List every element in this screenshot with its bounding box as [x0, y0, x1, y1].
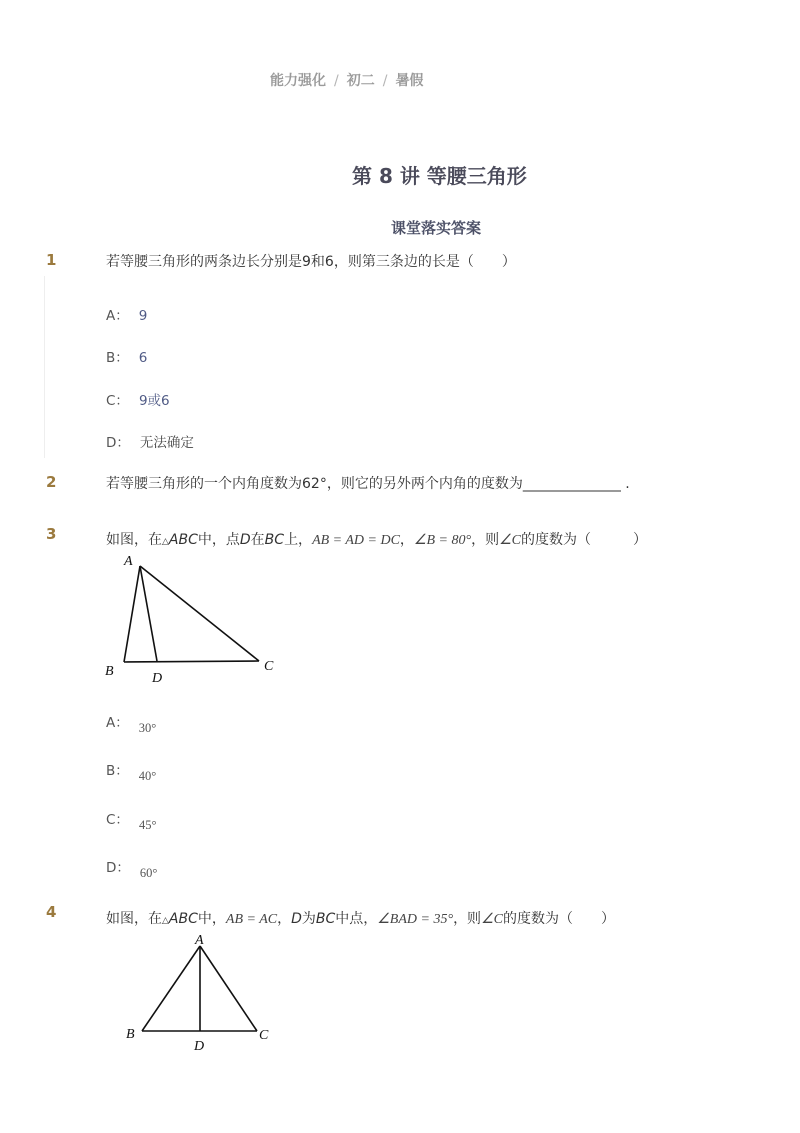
option-c[interactable]: [106, 808, 157, 832]
lecture-title: 第 8 讲 等腰三角形: [352, 164, 527, 188]
option-b[interactable]: [106, 759, 157, 783]
math-expression: AB = AD = DC: [312, 533, 400, 548]
triangle-symbol: △: [162, 916, 169, 926]
vertex-label: C: [259, 1028, 269, 1043]
option-value: 无法确定: [139, 435, 194, 451]
breadcrumb-item: 暑假: [395, 73, 424, 89]
option-label: A：: [106, 715, 129, 731]
text-segment: BC: [315, 911, 336, 927]
math-expression: AB = AC: [225, 912, 278, 927]
option-d[interactable]: [106, 431, 194, 451]
vertex-label: A: [195, 933, 204, 948]
question-text: 若等腰三角形的一个内角度数为62°，则它的另外两个内角的度数为______________ .: [106, 476, 630, 492]
option-c[interactable]: [106, 389, 170, 409]
question-number: 2: [46, 473, 57, 491]
option-d[interactable]: [106, 856, 158, 880]
option-label: C：: [106, 812, 129, 828]
math-expression: ∠C: [499, 533, 521, 548]
breadcrumb-item: 初二: [346, 73, 375, 89]
segment-ac: [140, 566, 259, 661]
text-segment: D: [291, 911, 302, 927]
breadcrumb-item: 能力强化: [270, 73, 326, 89]
question-number: 4: [46, 903, 57, 921]
vertex-label: D: [194, 1039, 205, 1054]
option-label: B：: [106, 763, 129, 779]
option-value: 6: [138, 350, 148, 366]
vertex-label: C: [264, 659, 274, 674]
text-segment: 在: [250, 532, 265, 548]
text-segment: 的度数为（ ）: [520, 532, 647, 548]
text-segment: ABC: [168, 532, 198, 548]
segment-ac: [200, 946, 257, 1031]
isosceles-triangle-figure: [120, 928, 280, 1058]
segment-ad: [140, 566, 157, 661]
question-text: [106, 529, 647, 549]
text-segment: ，: [399, 532, 414, 548]
triangle-symbol: △: [162, 537, 169, 547]
segment-bc: [124, 661, 259, 662]
option-value: 40°: [138, 769, 157, 783]
text-segment: 中点，: [335, 911, 378, 927]
triangle-figure: [100, 550, 290, 690]
breadcrumb-separator: /: [382, 73, 388, 89]
vertex-label: B: [105, 664, 114, 679]
option-value: 9或6: [138, 393, 170, 409]
option-value: 60°: [139, 866, 158, 880]
option-value: 45°: [138, 818, 157, 832]
breadcrumb: [270, 70, 423, 90]
question-number: 3: [46, 525, 57, 543]
option-label: D：: [106, 860, 130, 876]
vertex-label: A: [124, 554, 133, 569]
breadcrumb-separator: /: [334, 73, 339, 89]
text-segment: 如图，在: [106, 911, 162, 927]
option-label: B：: [106, 350, 129, 366]
option-a[interactable]: [106, 304, 147, 324]
option-b[interactable]: [106, 346, 147, 366]
segment-ab: [124, 566, 140, 662]
math-expression: ∠BAD = 35°: [377, 912, 454, 927]
question-text: [106, 908, 615, 928]
text-segment: 中，: [197, 911, 226, 927]
option-value: 9: [138, 308, 148, 324]
text-segment: BC: [264, 532, 285, 548]
question-number: 1: [46, 251, 57, 269]
text-segment: 为: [301, 911, 316, 927]
vertex-label: B: [126, 1027, 135, 1042]
option-a[interactable]: [106, 711, 157, 735]
option-label: A：: [106, 308, 129, 324]
option-label: C：: [106, 393, 129, 409]
option-label: D：: [106, 435, 130, 451]
text-segment: 的度数为（ ）: [502, 911, 615, 927]
math-expression: ∠B = 80°: [413, 533, 472, 548]
question-text: 若等腰三角形的两条边长分别是9和6，则第三条边的长是（ ）: [106, 254, 516, 270]
text-segment: 上，: [284, 532, 313, 548]
section-title: 课堂落实答案: [391, 219, 482, 237]
text-segment: ，则: [453, 911, 482, 927]
vertex-label: D: [152, 671, 163, 686]
text-segment: ，则: [471, 532, 500, 548]
option-value: 30°: [138, 721, 157, 735]
text-segment: ABC: [168, 911, 198, 927]
text-segment: D: [239, 532, 251, 548]
text-segment: ，: [277, 911, 292, 927]
question-divider: [44, 276, 45, 458]
segment-ab: [142, 946, 200, 1031]
math-expression: ∠C: [481, 912, 503, 927]
text-segment: 如图，在: [106, 532, 162, 548]
text-segment: 中，点: [197, 532, 240, 548]
